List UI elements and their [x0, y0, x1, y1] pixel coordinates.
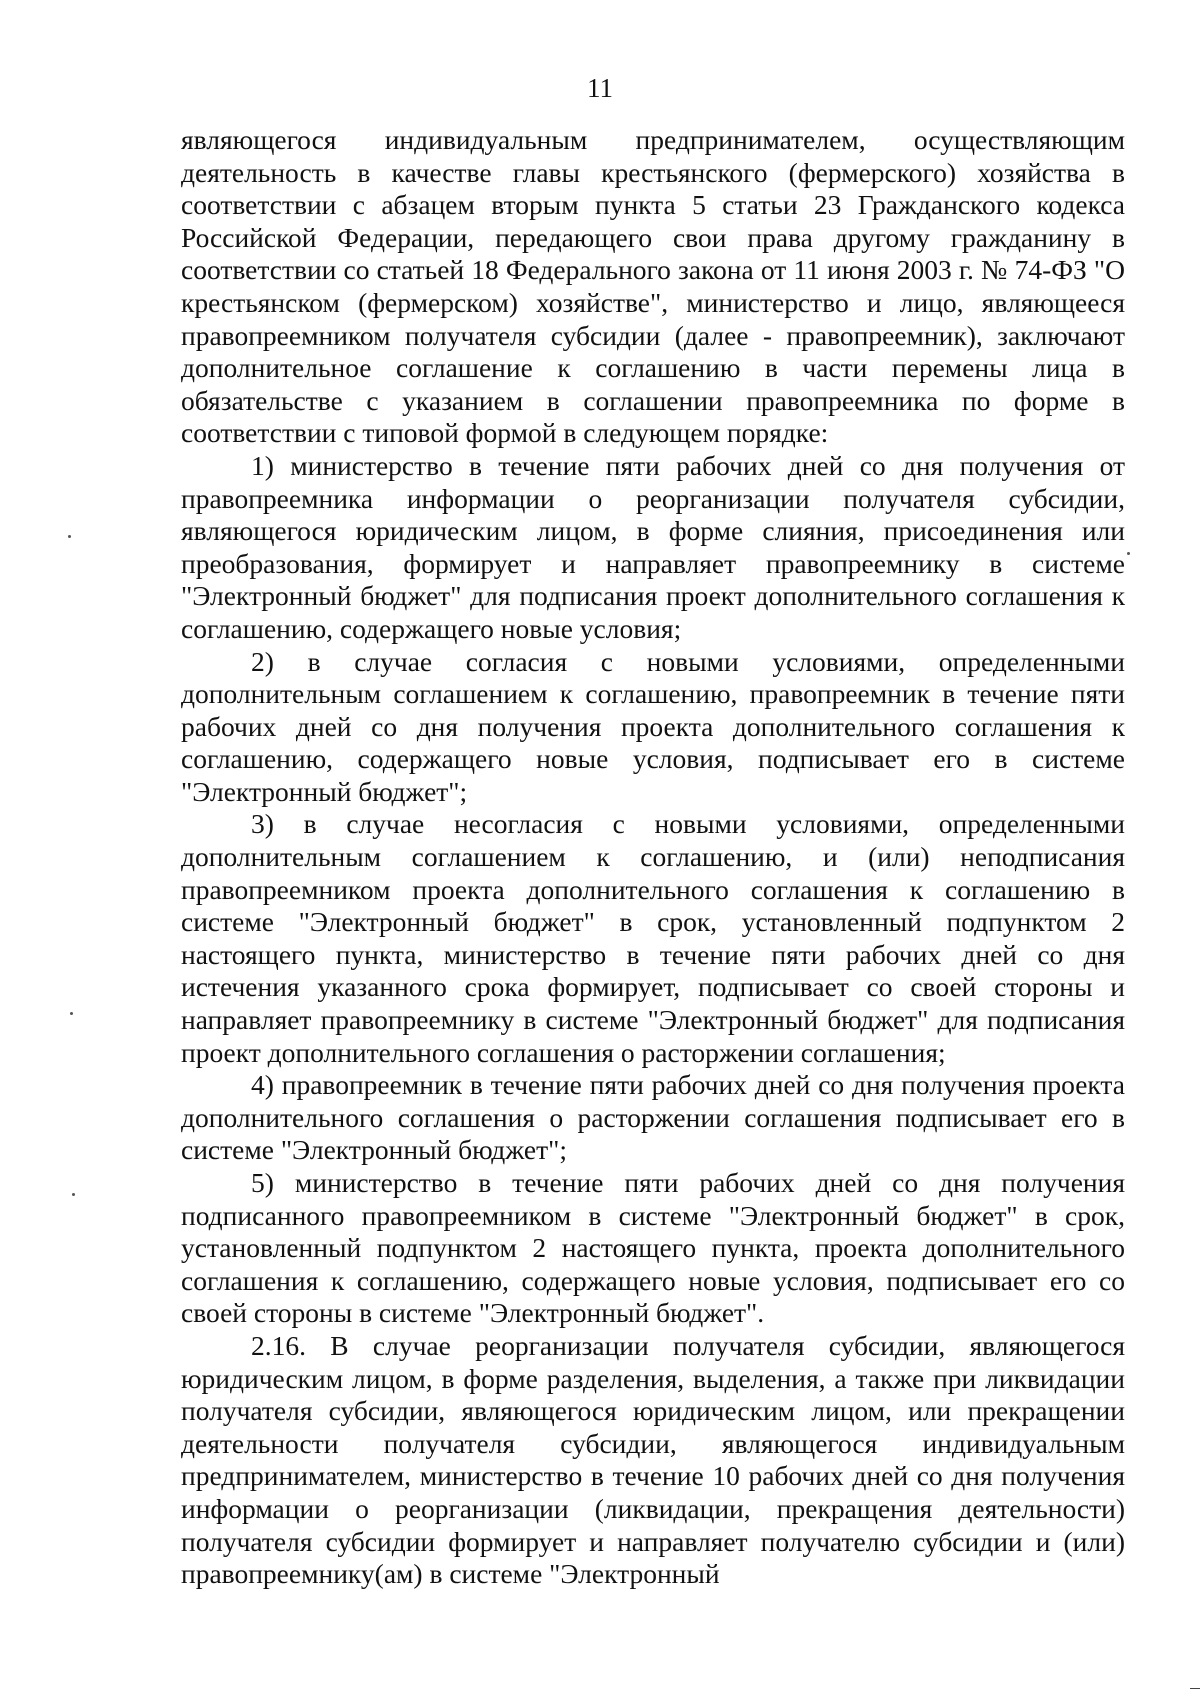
paragraph-item-1: 1) министерство в течение пяти рабочих дней со дня получения от правопреемника информации о реорганизации получателя субсидии, являющегося юридическим лицом, в форме слияния, присоединения или преобразования, формирует и направляет правопреемнику в системе "Электронный бюджет" для подписания проект дополнительного соглашения к соглашению, содержащего новые условия; — [181, 449, 1125, 644]
paragraph-item-2: 2) в случае согласия с новыми условиями, определенными дополнительным соглашением к соглашению, правопреемник в течение пяти рабочих дней со дня получения проекта дополнительного соглашения к соглашению, содержащего новые условия, подписывает его в системе "Электронный бюджет"; — [181, 645, 1125, 807]
paragraph-section-2-16: 2.16. В случае реорганизации получателя субсидии, являющегося юридическим лицом, в форме разделения, выделения, а также при ликвидации получателя субсидии, являющегося юридическим лицом, или прекращении деятельности получателя субсидии, являющегося индивидуальным предпринимателем, министерство в течение 10 рабочих дней со дня получения информации о реорганизации (ликвидации, прекращения деятельности) получателя субсидии формирует и направляет получателю субсидии и (или) правопреемнику(ам) в системе "Электронный — [181, 1329, 1125, 1590]
scan-speck — [70, 1012, 73, 1015]
page-number: 11 — [587, 73, 613, 103]
scan-speck — [1127, 552, 1130, 555]
scan-speck — [72, 1193, 75, 1196]
paragraph-item-4: 4) правопреемник в течение пяти рабочих дней со дня получения проекта дополнительного соглашения о расторжении соглашения подписывает его в системе "Электронный бюджет"; — [181, 1069, 1125, 1166]
scan-speck — [68, 535, 71, 538]
scan-edge-mark — [1190, 1688, 1200, 1689]
paragraph-item-5: 5) министерство в течение пяти рабочих дней со дня получения подписанного правопреемником в системе "Электронный бюджет" в срок, установленный подпунктом 2 настоящего пункта, проекта дополнительного соглашения к соглашению, содержащего новые условия, подписывает его со своей стороны в системе "Электронный бюджет". — [181, 1167, 1125, 1329]
paragraph-continuation: являющегося индивидуальным предпринимателем, осуществляющим деятельность в качестве главы крестьянского (фермерского) хозяйства в соответствии с абзацем вторым пункта 5 статьи 23 Гражданского кодекса Российской Федерации, передающего свои права другому гражданину в соответствии со статьей 18 Федерального закона от 11 июня 2003 г. № 74-ФЗ "О крестьянском (фермерском) хозяйстве", министерство и лицо, являющееся правопреемником получателя субсидии (далее - правопреемник), заключают дополнительное соглашение к соглашению в части перемены лица в обязательстве с указанием в соглашении правопреемника по форме в соответствии с типовой формой в следующем порядке: — [181, 124, 1125, 449]
paragraph-item-3: 3) в случае несогласия с новыми условиями, определенными дополнительным соглашением к соглашению, и (или) неподписания правопреемником проекта дополнительного соглашения к соглашению в системе "Электронный бюджет" в срок, установленный подпунктом 2 настоящего пункта, министерство в течение пяти рабочих дней со дня истечения указанного срока формирует, подписывает со своей стороны и направляет правопреемнику в системе "Электронный бюджет" для подписания проект дополнительного соглашения о расторжении соглашения; — [181, 808, 1125, 1068]
document-body — [181, 124, 1125, 1591]
